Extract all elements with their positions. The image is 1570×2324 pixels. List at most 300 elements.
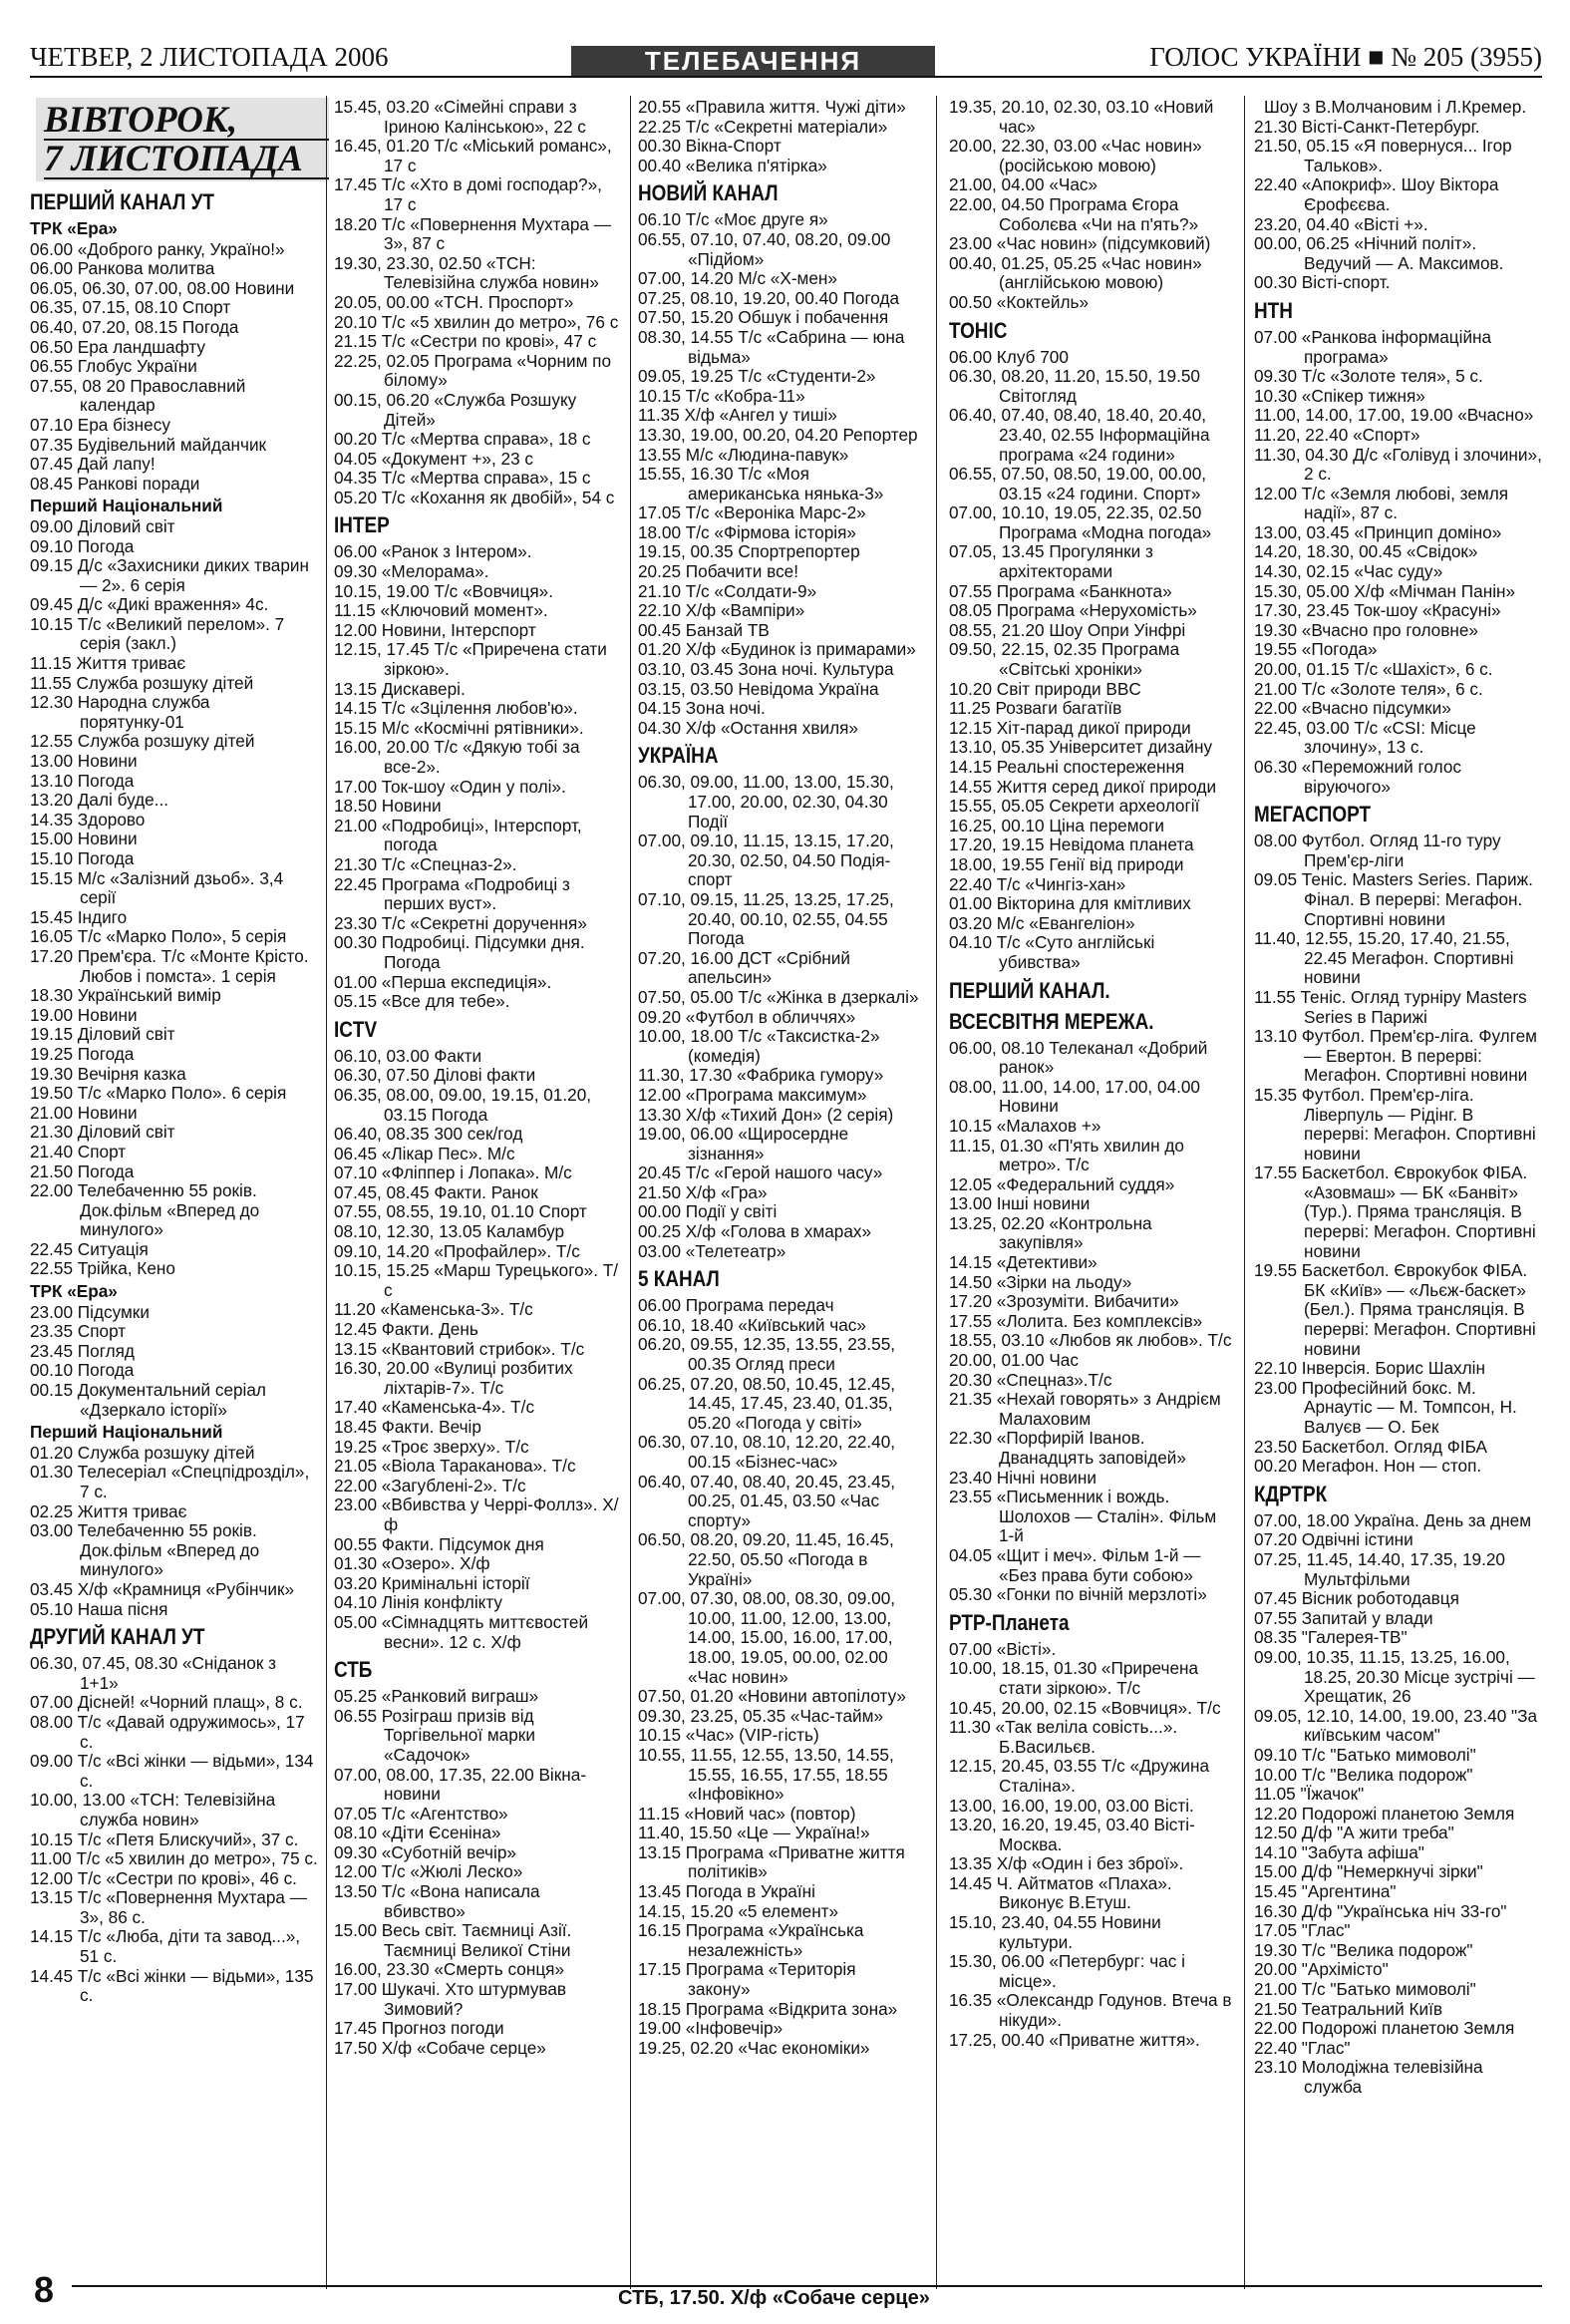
program-entry: 03.45 Х/ф «Крамниця «Рубінчик» (30, 1578, 295, 1599)
program-entry: 12.50 Д/ф "А жити треба" (1254, 1823, 1454, 1843)
program-entry: 06.45 «Лікар Пес». М/с (334, 1143, 515, 1163)
program-entry: 01.20 Служба розшуку дітей (30, 1442, 255, 1463)
program-entry: 04.15 Зона ночі. (638, 698, 766, 719)
program-entry: 16.25, 00.10 Ціна перемоги (949, 815, 1164, 835)
program-entry: 16.45, 01.20 Т/с «Міський романс», 17 с (334, 136, 617, 175)
program-entry: 07.20, 16.00 ДСТ «Срібний апельсин» (638, 947, 855, 988)
program-entry: 06.30, 09.00, 11.00, 13.00, 15.30, 17.00, 20.00, 02.30, 04.30 Події (638, 772, 899, 831)
page-footer (30, 2263, 1542, 2310)
program-entry: 10.15 «Малахов +» (949, 1115, 1101, 1136)
program-entry: 08.10, 12.30, 13.05 Каламбур (334, 1221, 565, 1242)
program-entry: 22.40 "Глас" (1254, 2037, 1351, 2058)
program-entry: 08.00 Т/с «Давай одружимось», 17 с. (30, 1711, 310, 1752)
program-entry: 04.10 Лінія конфлікту (334, 1592, 503, 1613)
program-entry: 15.10, 23.40, 04.55 Новини культури. (949, 1912, 1166, 1952)
program-entry: 07.50, 15.20 Обшук і побачення (638, 307, 889, 328)
program-entry: 03.20 М/с «Евангеліон» (949, 912, 1135, 933)
program-entry: 09.30 Т/с «Золоте теля», 5 с. (1254, 366, 1483, 387)
program-entry: 23.00 «Час новин» (підсумковий) (949, 233, 1211, 254)
program-entry: 22.45 Програма «Подробиці з перших вуст». (334, 873, 575, 914)
program-entry: 06.55, 07.50, 08.50, 19.00, 00.00, 03.15 «24 години. Спорт» (949, 464, 1211, 503)
column-divider (630, 96, 631, 2289)
program-entry: 01.20 Х/ф «Будинок із примарами» (638, 639, 916, 660)
program-entry: 00.15 Документальний серіал «Дзеркало історії» (30, 1380, 271, 1420)
program-entry: 19.00 Новини (30, 1004, 138, 1025)
program-entry: 21.05 «Віола Тараканова». Т/с (334, 1456, 576, 1477)
program-entry: 23.30 Т/с «Секретні доручення» (334, 912, 587, 933)
column-divider (326, 96, 327, 2289)
program-entry: 22.55 Трійка, Кено (30, 1258, 175, 1279)
program-entry: 15.15 М/с «Залізний дзьоб». 3,4 серії (30, 867, 288, 908)
program-entry: 06.30, 07.10, 08.10, 12.20, 22.40, 00.15 «Бізнес-час» (638, 1432, 900, 1472)
program-entry: 10.45, 20.00, 02.15 «Вовчиця». Т/с (949, 1697, 1221, 1718)
program-entry: 06.40, 07.40, 08.40, 20.45, 23.45, 00.25, 01.45, 03.50 «Час спорту» (638, 1471, 900, 1530)
program-entry: 23.35 Спорт (30, 1321, 127, 1342)
program-entry: 18.15 Програма «Відкрита зона» (638, 1998, 898, 2019)
program-entry: 06.00 Ранкова молитва (30, 258, 215, 279)
program-entry: 12.05 «Федеральний суддя» (949, 1173, 1175, 1194)
program-entry: 06.00, 08.10 Телеканал «Добрий ранок» (949, 1037, 1213, 1078)
column-2 (334, 98, 621, 2058)
program-entry: 06.00 Клуб 700 (949, 346, 1069, 367)
newspaper-name: ГОЛОС УКРАЇНИ ■ № 205 (3955) (1149, 42, 1542, 72)
program-entry: 13.15 «Квантовий стрибок». Т/с (334, 1338, 585, 1359)
program-entry: 08.30, 14.55 Т/с «Сабрина — юна відьма» (638, 326, 910, 367)
program-entry: 13.30 Х/ф «Тихий Дон» (2 серія) (638, 1104, 894, 1125)
program-entry: 07.00 Дісней! «Чорний плащ», 8 с. (30, 1692, 303, 1713)
program-entry: 19.15 Діловий світ (30, 1024, 175, 1045)
program-entry: 07.55 Запитай у влади (1254, 1607, 1433, 1628)
program-entry: 10.15, 19.00 Т/с «Вовчиця». (334, 580, 553, 601)
program-entry: 19.30 Т/с "Велика подорож" (1254, 1939, 1473, 1960)
program-entry: 20.25 Побачити все! (638, 561, 798, 582)
program-entry: 22.00 «Вчасно підсумки» (1254, 698, 1451, 719)
program-entry: 09.05, 19.25 Т/с «Студенти-2» (638, 366, 876, 387)
program-entry: 23.40 Нічні новини (949, 1467, 1097, 1488)
program-entry: 09.30, 23.25, 05.35 «Час-тайм» (638, 1705, 884, 1726)
program-entry: 15.00 Д/ф "Немеркнучі зірки" (1254, 1861, 1483, 1882)
program-entry: 04.35 Т/с «Мертва справа», 15 с (334, 468, 591, 489)
channel-subheading: Перший Національний (30, 496, 223, 516)
program-entry: 07.05, 13.45 Прогулянки з архітекторами (949, 541, 1158, 582)
program-entry: 06.30 «Переможний голос віруючого» (1254, 757, 1466, 797)
program-entry: 13.00 Інші новини (949, 1193, 1091, 1214)
channel-heading: РТР-Планета (949, 1609, 1070, 1635)
program-entry: 21.30 Вісті-Санкт-Петербург. (1254, 116, 1480, 137)
program-entry: 14.15 Т/с «Люба, діти та завод...», 51 с. (30, 1926, 305, 1967)
program-entry: 06.05, 06.30, 07.00, 08.00 Новини (30, 277, 295, 298)
program-entry: 17.00 Ток-шоу «Один у полі». (334, 776, 566, 797)
program-entry: 23.00 «Вбивства у Черрі-Фоллз». Х/ф (334, 1494, 619, 1534)
program-entry: 13.00, 03.45 «Принцип доміно» (1254, 521, 1502, 542)
program-entry: 09.20 «Футбол в обличчях» (638, 1006, 856, 1027)
program-entry: 00.10 Погода (30, 1360, 135, 1381)
program-entry: 14.55 Життя серед дикої природи (949, 776, 1217, 797)
issue-date: ЧЕТВЕР, 2 ЛИСТОПАДА 2006 (30, 42, 389, 72)
program-entry: 22.00 Телебаченню 55 років. Док.фільм «Вперед до минулого» (30, 1180, 265, 1240)
program-entry: 13.15 Програма «Приватне життя політиків» (638, 1841, 910, 1882)
program-entry: 20.00 "Архімісто" (1254, 1959, 1389, 1980)
program-entry: 06.10 Т/с «Моє друге я» (638, 209, 828, 230)
program-entry: 00.00 Події у світі (638, 1201, 778, 1222)
program-entry: 13.00 Новини (30, 751, 138, 772)
program-entry: 13.50 Т/с «Вона написала вбивство» (334, 1881, 545, 1921)
program-entry: 09.15 Д/с «Захисники диких тварин — 2». 6 серія (30, 555, 314, 595)
program-entry: 13.45 Погода в Україні (638, 1881, 815, 1902)
program-entry: 08.55, 21.20 Шоу Опри Уінфрі (949, 619, 1186, 640)
program-entry: 00.30 Подробиці. Підсумки дня. Погода (334, 932, 590, 972)
program-entry: 17.15 Програма «Територія закону» (638, 1959, 861, 2000)
program-entry: 13.15 Т/с «Повернення Мухтара — 3», 86 с. (30, 1887, 312, 1927)
program-entry: 00.30 Вікна-Спорт (638, 136, 782, 157)
program-entry: 12.15, 17.45 Т/с «Приречена стати зіркою». (334, 639, 612, 680)
program-entry: 04.30 Х/ф «Остання хвиля» (638, 717, 858, 738)
program-entry: 07.00, 08.00, 17.35, 22.00 Вікна-новини (334, 1764, 587, 1805)
program-entry: 06.00 «Ранок з Інтером». (334, 541, 532, 562)
program-entry: 22.10 Х/ф «Вампіри» (638, 600, 805, 621)
program-entry: 21.10 Т/с «Солдати-9» (638, 580, 817, 601)
program-entry: 07.00, 07.30, 08.00, 08.30, 09.00, 10.00, 11.00, 12.00, 13.00, 14.00, 15.00, 16.00, 17.00, 18.00, 19.05, 00.00, 02.00 «Час новин» (638, 1588, 900, 1687)
column-1 (30, 98, 319, 2006)
program-entry: 23.00 Підсумки (30, 1301, 150, 1322)
program-entry: 10.20 Світ природи BBC (949, 678, 1141, 699)
program-entry: 04.10 Т/с «Суто англійські убивства» (949, 932, 1160, 972)
program-entry: 09.00, 10.35, 11.15, 13.25, 16.00, 18.25, 20.30 Місце зустрічі — Хрещатик, 26 (1254, 1646, 1540, 1707)
program-entry: 06.35, 07.15, 08.10 Спорт (30, 297, 231, 318)
program-entry: 03.15, 03.50 Невідома Україна (638, 678, 879, 699)
program-entry: 00.40 «Велика п'ятірка» (638, 155, 827, 175)
program-entry: 19.25 «Троє зверху». Т/с (334, 1436, 529, 1457)
program-entry: 17.40 «Каменська-4». Т/с (334, 1397, 535, 1418)
program-entry: 05.10 Наша пісня (30, 1598, 168, 1619)
program-entry: 18.45 Факти. Вечір (334, 1417, 481, 1437)
program-entry: 15.30, 06.00 «Петербург: час і місце». (949, 1951, 1190, 1991)
program-entry: 15.55, 16.30 Т/с «Моя американська нянька-3» (638, 464, 884, 503)
program-entry: 10.15 Т/с «Петя Блискучий», 37 с. (30, 1828, 299, 1849)
program-entry: 02.25 Життя триває (30, 1500, 187, 1521)
channel-heading: УКРАЇНА (638, 743, 719, 769)
channel-heading: 5 КАНАЛ (638, 1266, 720, 1292)
program-entry: 08.35 "Галерея-ТВ" (1254, 1627, 1408, 1648)
program-entry: 07.00 «Вісті». (949, 1638, 1057, 1659)
program-entry: 01.30 Телесеріал «Спецпідрозділ», 7 с. (30, 1462, 315, 1501)
program-entry: 06.40, 07.40, 08.40, 18.40, 20.40, 23.40, 02.55 Інформаційна програма «24 години» (949, 405, 1215, 465)
program-entry: 12.00 Новини, Інтерспорт (334, 619, 536, 640)
program-entry: 17.05 "Глас" (1254, 1920, 1351, 1941)
program-entry: 17.20 «Зрозуміти. Вибачити» (949, 1291, 1179, 1312)
program-entry: 09.00 Діловий світ (30, 515, 175, 536)
program-entry: 19.35, 20.10, 02.30, 03.10 «Новий час» (949, 97, 1219, 137)
day-title-line: ВІВТОРОК, (44, 102, 329, 141)
program-entry: 06.55 Розіграш призів від Торгівельної марки «Садочок» (334, 1705, 540, 1765)
program-entry: 00.45 Банзай ТВ (638, 619, 770, 640)
page-number: 8 (34, 2269, 55, 2310)
program-entry: 10.00, 18.15, 01.30 «Приречена стати зіркою». Т/с (949, 1658, 1203, 1698)
program-entry: 22.25, 02.05 Програма «Чорним по білому» (334, 350, 616, 391)
program-entry: 07.55, 08.55, 19.10, 01.10 Спорт (334, 1201, 587, 1222)
channel-heading: СТБ (334, 1657, 373, 1683)
program-entry: Шоу з В.Молчановим і Л.Кремер. (1264, 97, 1527, 117)
program-entry: 12.20 Подорожі планетою Земля (1254, 1803, 1515, 1824)
program-entry: 14.15 Реальні спостереження (949, 757, 1185, 777)
program-entry: 04.05 «Документ +», 23 с (334, 448, 533, 469)
program-entry: 19.15, 00.35 Спортрепортер (638, 541, 860, 562)
program-entry: 19.25 Погода (30, 1043, 135, 1064)
program-entry: 13.00, 16.00, 19.00, 03.00 Вісті. (949, 1795, 1194, 1816)
column-4 (949, 98, 1236, 2050)
program-entry: 03.00 Телебаченню 55 років. Док.фільм «Вперед до минулого» (30, 1520, 265, 1580)
program-entry: 07.45 Дай лапу! (30, 454, 156, 475)
program-entry: 01.30 «Озеро». Х/ф (334, 1553, 490, 1574)
program-entry: 07.25, 11.45, 14.40, 17.35, 19.20 Мультфільми (1254, 1548, 1510, 1589)
program-entry: 04.05 «Щит і меч». Фільм 1-й — «Без права бути собою» (949, 1544, 1206, 1585)
program-entry: 11.30 «Так веліла совість...». Б.Васильєв. (949, 1717, 1182, 1757)
program-entry: 11.30, 04.30 Д/с «Голівуд і злочини», 2 с. (1254, 444, 1547, 485)
program-entry: 21.35 «Нехай говорять» з Андрієм Малаховим (949, 1389, 1226, 1429)
program-entry: 03.10, 03.45 Зона ночі. Культура (638, 659, 894, 680)
program-entry: 14.15 Т/с «Зцілення любов'ю». (334, 698, 578, 719)
program-entry: 15.55, 05.05 Секрети археології (949, 796, 1200, 817)
program-entry: 18.50 Новини (334, 796, 442, 817)
program-entry: 17.05 Т/с «Вероніка Марс-2» (638, 502, 866, 523)
program-entry: 20.00, 01.00 Час (949, 1350, 1079, 1371)
channel-heading: ТОНІС (949, 317, 1008, 343)
program-entry: 03.20 Кримінальні історії (334, 1572, 530, 1593)
program-entry: 11.00 Т/с «5 хвилин до метро», 75 с. (30, 1848, 318, 1869)
program-entry: 06.30, 08.20, 11.20, 15.50, 19.50 Світогляд (949, 366, 1205, 406)
program-entry: 11.40, 15.50 «Це — Україна!» (638, 1823, 870, 1843)
column-3 (638, 98, 922, 2058)
program-entry: 15.00 Новини (30, 829, 138, 849)
program-entry: 09.45 Д/с «Дикі враження» 4с. (30, 594, 269, 615)
column-5 (1254, 97, 1547, 2098)
day-title-line: 7 ЛИСТОПАДА (44, 141, 329, 179)
footer-teaser: СТБ, 17.50. Х/ф «Собаче серце» (618, 2287, 930, 2309)
program-entry: 21.00 Т/с «Золоте теля», 6 с. (1254, 678, 1483, 699)
program-entry: 21.40 Спорт (30, 1141, 127, 1162)
program-entry: 14.15 «Детективи» (949, 1252, 1098, 1273)
program-entry: 10.00 Т/с "Велика подорож" (1254, 1764, 1473, 1785)
program-entry: 22.25 Т/с «Секретні матеріали» (638, 116, 888, 137)
program-entry: 15.30, 05.00 Х/ф «Мічман Панін» (1254, 580, 1516, 601)
program-entry: 17.45 Т/с «Хто в домі господар?», 17 с (334, 174, 607, 214)
program-entry: 12.15 Хіт-парад дикої природи (949, 717, 1191, 738)
program-entry: 10.00, 18.00 Т/с «Таксистка-2» (комедія) (638, 1026, 885, 1066)
program-entry: 08.05 Програма «Нерухомість» (949, 600, 1197, 621)
program-entry: 22.40 «Апокриф». Шоу Віктора Єрофєєва. (1254, 174, 1504, 214)
program-entry: 16.00, 23.30 «Смерть сонця» (334, 1959, 565, 1980)
program-entry: 00.00, 06.25 «Нічний політ». Ведучий — А. Максимов. (1254, 233, 1504, 273)
program-entry: 20.00, 22.30, 03.00 «Час новин» (російською мовою) (949, 136, 1207, 175)
program-entry: 11.35 Х/ф «Ангел у тиші» (638, 405, 837, 426)
program-entry: 09.00 Т/с «Всі жінки — відьми», 134 с. (30, 1751, 319, 1791)
program-entry: 14.30, 02.15 «Час суду» (1254, 561, 1443, 582)
program-entry: 23.20, 04.40 «Вісті +». (1254, 213, 1428, 234)
program-entry: 07.10 Ера бізнесу (30, 414, 170, 435)
program-entry: 07.10, 09.15, 11.25, 13.25, 17.25, 20.40, 00.10, 02.55, 04.55 Погода (638, 888, 899, 949)
program-entry: 22.00 «Загублені-2». Т/с (334, 1475, 526, 1495)
program-entry: 07.25, 08.10, 19.20, 00.40 Погода (638, 287, 900, 308)
program-entry: 13.20, 16.20, 19.45, 03.40 Вісті-Москва. (949, 1815, 1195, 1854)
program-entry: 16.30 Д/ф "Українська ніч 33-го" (1254, 1900, 1507, 1921)
program-entry: 13.35 Х/ф «Один і без зброї». (949, 1853, 1184, 1874)
program-entry: 17.30, 23.45 Ток-шоу «Красуні» (1254, 600, 1501, 621)
program-entry: 13.15 Дискавері. (334, 678, 466, 699)
program-entry: 20.00, 01.15 Т/с «Шахіст», 6 с. (1254, 659, 1493, 680)
program-entry: 07.50, 01.20 «Новини автопілоту» (638, 1686, 906, 1707)
program-entry: 17.45 Прогноз погоди (334, 2018, 504, 2039)
program-entry: 12.00 Т/с «Сестри по крові», 46 с. (30, 1867, 297, 1888)
program-entry: 08.45 Ранкові поради (30, 473, 200, 494)
program-entry: 14.35 Здорово (30, 809, 146, 830)
program-entry: 07.00, 18.00 Україна. День за днем (1254, 1509, 1532, 1530)
program-entry: 11.15 «Новий час» (повтор) (638, 1803, 856, 1824)
program-entry: 22.40 Т/с «Чингіз-хан» (949, 873, 1126, 894)
program-entry: 13.30, 19.00, 00.20, 04.20 Репортер (638, 424, 918, 445)
program-entry: 10.15 «Час» (VIP-гість) (638, 1725, 819, 1746)
program-entry: 19.25, 02.20 «Час економіки» (638, 2037, 870, 2058)
program-entry: 06.10, 18.40 «Київський час» (638, 1314, 866, 1335)
program-entry: 01.00 Вікторина для кмітливих (949, 893, 1191, 914)
program-entry: 06.55, 07.10, 07.40, 08.20, 09.00 «Підйом» (638, 228, 896, 269)
channel-heading: КДРТРК (1254, 1481, 1328, 1506)
program-entry: 00.25 Х/ф «Голова в хмарах» (638, 1221, 872, 1242)
program-entry: 14.45 Ч. Айтматов «Плаха». Виконує В.Етуш. (949, 1872, 1177, 1913)
program-entry: 06.50, 08.20, 09.20, 11.45, 16.45, 22.50, 05.50 «Погода в Україні» (638, 1529, 899, 1589)
program-entry: 19.30 Вечірня казка (30, 1063, 186, 1084)
column-divider (936, 96, 937, 2289)
program-entry: 11.40, 12.55, 15.20, 17.40, 21.55, 22.45 Мегафон. Спортивні новини (1254, 928, 1519, 988)
program-entry: 06.50 Ера ландшафту (30, 336, 206, 357)
program-entry: 10.15 Т/с «Великий перелом». 7 серія (закл.) (30, 613, 290, 654)
program-entry: 09.10, 14.20 «Профайлер». Т/с (334, 1240, 580, 1261)
program-entry: 00.55 Факти. Підсумок дня (334, 1533, 544, 1554)
program-entry: 14.50 «Зірки на льоду» (949, 1271, 1132, 1292)
program-entry: 12.55 Служба розшуку дітей (30, 731, 255, 752)
program-entry: 22.00 Подорожі планетою Земля (1254, 2018, 1515, 2039)
program-entry: 15.15 М/с «Космічні рятівники». (334, 717, 584, 738)
program-entry: 00.15, 06.20 «Служба Розшуку Дітей» (334, 389, 582, 430)
program-entry: 06.00 «Доброго ранку, Україно!» (30, 238, 285, 259)
program-entry: 11.15 «Ключовий момент». (334, 600, 548, 621)
program-entry: 17.25, 00.40 «Приватне життя». (949, 2029, 1200, 2050)
channel-subheading: ТРК «Ера» (30, 218, 118, 238)
program-entry: 01.00 «Перша експедиція». (334, 971, 552, 992)
program-entry: 06.30, 07.50 Ділові факти (334, 1065, 536, 1086)
program-entry: 13.55 М/с «Людина-павук» (638, 444, 849, 465)
program-entry: 10.00, 13.00 «ТСН: Телевізійна служба новин» (30, 1790, 280, 1829)
program-entry: 11.55 Служба розшуку дітей (30, 672, 254, 693)
program-entry: 21.30 Т/с «Спецназ-2». (334, 853, 517, 874)
program-entry: 21.50, 05.15 «Я повернуся... Ігор Тальков». (1254, 136, 1517, 175)
program-entry: 19.00, 06.00 «Щиросердне зізнання» (638, 1124, 853, 1163)
program-entry: 09.30 «Суботній вечір» (334, 1841, 516, 1862)
program-entry: 10.30 «Спікер тижня» (1254, 385, 1425, 406)
program-entry: 12.30 Народна служба порятунку-01 (30, 692, 215, 732)
program-entry: 21.00 Т/с "Батько мимоволі" (1254, 1979, 1476, 2000)
program-entry: 20.05, 00.00 «ТСН. Проспорт» (334, 291, 574, 312)
program-entry: 07.00, 14.20 М/с «Х-мен» (638, 268, 837, 289)
program-entry: 17.55 «Лолита. Без комплексів» (949, 1310, 1203, 1331)
program-entry: 07.05 Т/с «Агентство» (334, 1803, 508, 1824)
program-entry: 09.10 Погода (30, 535, 135, 556)
channel-heading: ICTV (334, 1016, 378, 1042)
program-entry: 07.10 «Фліппер і Лопака». М/с (334, 1162, 572, 1183)
program-entry: 23.55 «Письменник і вождь. Шолохов — Сталін». Фільм 1-й (949, 1487, 1221, 1546)
program-entry: 15.45, 03.20 «Сімейні справи з Іриною Калінською», 22 с (334, 97, 586, 137)
program-entry: 06.40, 07.20, 08.15 Погода (30, 316, 239, 337)
program-entry: 16.00, 20.00 Т/с «Дякую тобі за все-2». (334, 737, 585, 777)
program-entry: 07.45 Вісник роботодавця (1254, 1588, 1459, 1609)
program-entry: 23.10 Молодіжна телевізійна служба (1254, 2057, 1488, 2097)
program-entry: 19.55 Баскетбол. Єврокубок ФІБА. БК «Київ» — «Льєж-баскет» (Бел.). Пряма трансляція. В перерві: Мегафон. Спортивні новини (1254, 1260, 1541, 1359)
program-entry: 13.10, 05.35 Університет дизайну (949, 737, 1213, 758)
program-entry: 22.10 Інверсія. Борис Шахлін (1254, 1358, 1485, 1379)
program-entry: 06.55 Глобус України (30, 356, 197, 377)
program-entry: 06.20, 09.55, 12.35, 13.55, 23.55, 00.35 Огляд преси (638, 1334, 900, 1375)
channel-heading: ДРУГИЙ КАНАЛ УТ (30, 1624, 205, 1650)
program-entry: 13.10 Футбол. Прем'єр-ліга. Фулгем — Евертон. В перерві: Мегафон. Спортивні новини (1254, 1026, 1542, 1086)
program-entry: 13.20 Далі буде... (30, 790, 169, 811)
program-entry: 20.45 Т/с «Герой нашого часу» (638, 1162, 883, 1183)
program-entry: 12.00 Т/с «Земля любові, земля надії», 87 с. (1254, 483, 1513, 523)
program-entry: 17.50 Х/ф «Собаче серце» (334, 2037, 546, 2058)
channel-heading: НОВИЙ КАНАЛ (638, 180, 779, 206)
program-entry: 10.15, 15.25 «Марш Турецького». Т/с (334, 1260, 619, 1300)
program-entry: 16.15 Програма «Українська незалежність» (638, 1920, 869, 1960)
program-entry: 05.30 «Гонки по вічній мерзлоті» (949, 1584, 1207, 1605)
program-entry: 06.30, 07.45, 08.30 «Сніданок з 1+1» (30, 1653, 281, 1693)
program-entry: 06.10, 03.00 Факти (334, 1045, 482, 1066)
program-entry: 14.20, 18.30, 00.45 «Свідок» (1254, 541, 1478, 562)
program-entry: 23.50 Баскетбол. Огляд ФІБА (1254, 1436, 1488, 1457)
program-entry: 00.30 Вісті-спорт. (1254, 272, 1391, 293)
program-entry: 00.50 «Коктейль» (949, 291, 1090, 312)
program-entry: 22.00, 04.50 Програма Єгора Соболєва «Чи на п'ять?» (949, 193, 1199, 234)
program-entry: 08.00 Футбол. Огляд 11-го туру Прем'єр-ліги (1254, 830, 1506, 870)
program-entry: 17.20, 19.15 Невідома планета (949, 834, 1194, 855)
program-entry: 16.30, 20.00 «Вулиці розбитих ліхтарів-7». Т/с (334, 1358, 578, 1398)
program-entry: 11.00, 14.00, 17.00, 19.00 «Вчасно» (1254, 405, 1534, 426)
program-entry: 17.55 Баскетбол. Єврокубок ФІБА. «Азовмаш» — БК «Банвіт» (Тур.). Пряма трансляція. В перерві: Мегафон. Спортивні новини (1254, 1162, 1541, 1261)
program-entry: 11.20 «Каменська-3». Т/с (334, 1299, 533, 1320)
channel-heading: ПЕРШИЙ КАНАЛ УТ (30, 189, 214, 214)
program-entry: 16.35 «Олександр Годунов. Втеча в нікуди». (949, 1990, 1237, 2031)
program-entry: 15.35 Футбол. Прем'єр-ліга. Ліверпуль — Рідінг. В перерві: Мегафон. Спортивні новини (1254, 1084, 1541, 1163)
program-entry: 10.15 Т/с «Кобра-11» (638, 385, 805, 406)
program-entry: 22.45 Ситуація (30, 1238, 149, 1259)
channel-subheading: Перший Національний (30, 1422, 223, 1443)
program-entry: 00.20 Т/с «Мертва справа», 18 с (334, 429, 591, 450)
program-entry: 18.00 Т/с «Фірмова історія» (638, 521, 856, 542)
program-entry: 23.00 Професійний бокс. М. Арнаутіс — М. Томпсон, Н. Валуєв — О. Бек (1254, 1377, 1522, 1437)
program-entry: 23.45 Погляд (30, 1340, 135, 1361)
program-entry: 15.45 "Аргентина" (1254, 1881, 1397, 1902)
program-entry: 15.00 Весь світ. Таємниці Азії. Таємниці Великої Стіни (334, 1920, 577, 1960)
program-entry: 19.50 Т/с «Марко Поло». 6 серія (30, 1083, 287, 1104)
program-entry: 14.15, 15.20 «5 елемент» (638, 1900, 839, 1921)
section-title: ТЕЛЕБАЧЕННЯ (571, 46, 935, 76)
program-entry: 11.15 Життя триває (30, 653, 186, 674)
program-entry: 07.55, 08 20 Православний календар (30, 375, 251, 416)
page-header (30, 32, 1542, 76)
column-divider (1244, 96, 1245, 2289)
program-entry: 07.45, 08.45 Факти. Ранок (334, 1181, 538, 1202)
program-entry: 14.10 "Забута афіша" (1254, 1841, 1424, 1862)
program-entry: 17.00 Шукачі. Хто штурмував Зимовий? (334, 1979, 571, 2019)
channel-heading: ІНТЕР (334, 512, 390, 538)
program-entry: 07.00 «Ранкова інформаційна програма» (1254, 326, 1496, 367)
